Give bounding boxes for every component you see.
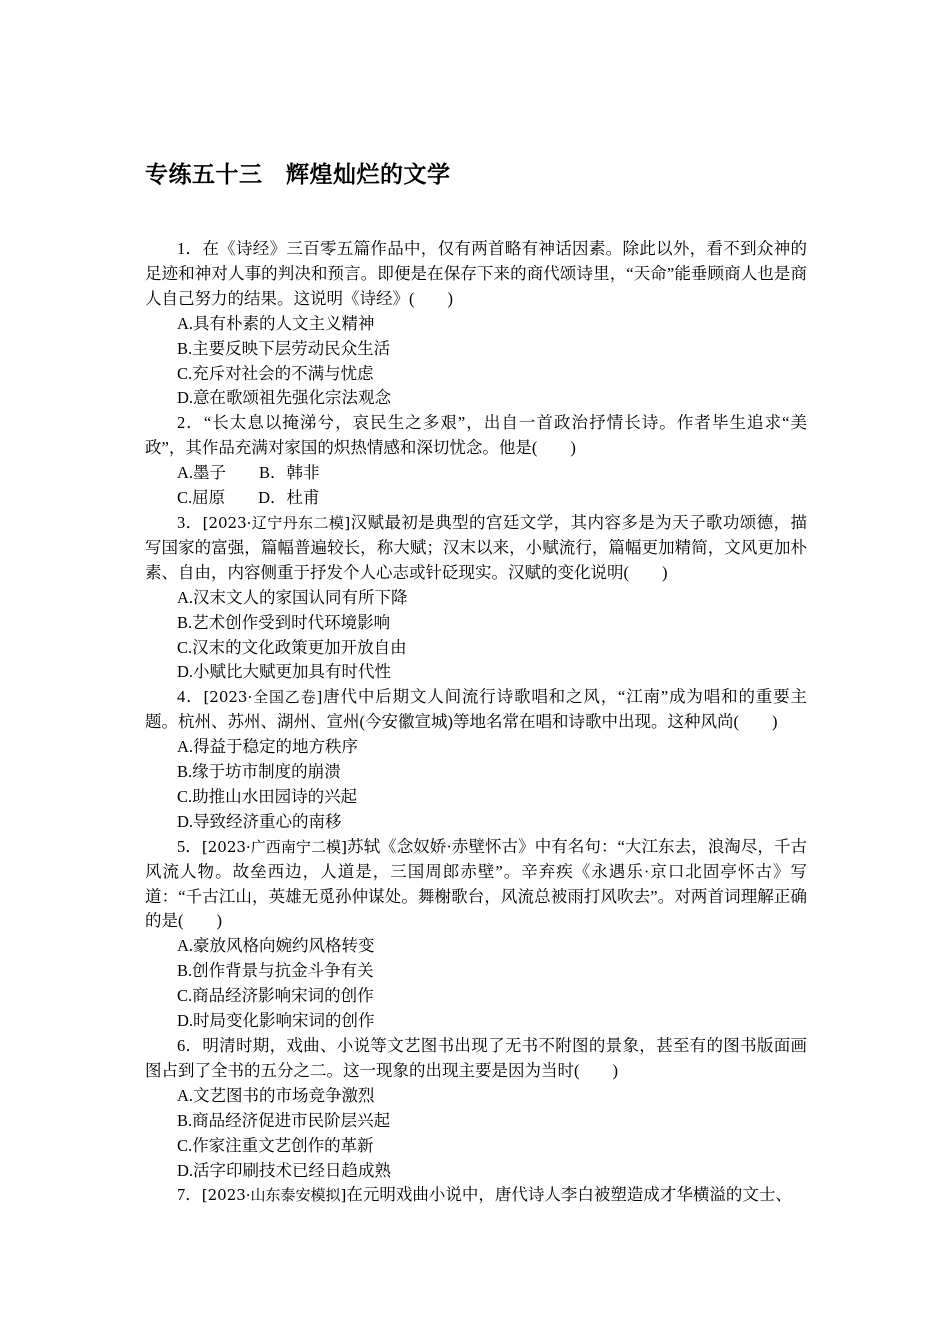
option-d: D.时局变化影响宋词的创作 bbox=[177, 1011, 375, 1031]
option-b: B.缘于坊市制度的崩溃 bbox=[177, 762, 341, 782]
option-a: A.得益于稳定的地方秩序 bbox=[177, 737, 359, 757]
question-text: 在《诗经》三百零五篇作品中，仅有两首略有神话因素。除此以外，看不到众神的足迹和神对人事的判决和预言。即便是在保存下来的商代颂诗里，“天命”能垂顾商人也是商人自己努力的结果。这说明《诗经》( ) bbox=[145, 239, 808, 308]
question-stem bbox=[145, 237, 807, 312]
option-c: C.作家注重文艺创作的革新 bbox=[177, 1135, 374, 1155]
question-number: 6． bbox=[177, 1036, 203, 1055]
option-a: A.具有朴素的人文主义精神 bbox=[177, 313, 375, 333]
option-c: C.充斥对社会的不满与忧虑 bbox=[177, 363, 374, 383]
question-text: 唐代中后期文人间流行诗歌唱和之风，“江南”成为唱和的重要主题。杭州、苏州、湖州、宣州(今安徽宣城)等地名常在唱和诗歌中出现。这种风尚( ) bbox=[145, 687, 807, 732]
question-number: 2． bbox=[177, 413, 204, 433]
option-b: B.主要反映下层劳动民众生活 bbox=[177, 338, 391, 358]
option-row-ab: A.墨子 B．韩非 bbox=[177, 463, 320, 483]
question-stem bbox=[145, 685, 807, 735]
option-d: D.活字印刷技术已经日趋成熟 bbox=[177, 1160, 392, 1180]
question-text: 在元明戏曲小说中，唐代诗人李白被塑造成才华横溢的文士、 bbox=[346, 1185, 792, 1205]
option-d: D.小赋比大赋更加具有时代性 bbox=[177, 662, 392, 682]
question-stem bbox=[145, 411, 807, 461]
question-source: [2023·山东泰安模拟] bbox=[201, 1186, 347, 1205]
option-a: A.豪放风格向婉约风格转变 bbox=[177, 936, 375, 956]
question-number: 5． bbox=[177, 836, 202, 856]
question-number: 3． bbox=[177, 512, 203, 532]
question-source: [2023·辽宁丹东二模] bbox=[202, 513, 351, 532]
question-6 bbox=[145, 1034, 807, 1183]
option-b: B.艺术创作受到时代环境影响 bbox=[177, 612, 391, 632]
option-b: B.创作背景与抗金斗争有关 bbox=[177, 961, 374, 981]
option-row-cd: C.屈原 D．杜甫 bbox=[177, 488, 320, 508]
question-3 bbox=[145, 511, 807, 685]
option-d: D.导致经济重心的南移 bbox=[177, 811, 342, 831]
question-number: 7． bbox=[177, 1185, 202, 1205]
question-stem bbox=[145, 1183, 807, 1208]
question-stem bbox=[145, 511, 807, 586]
question-stem bbox=[145, 835, 807, 935]
option-c: C.助推山水田园诗的兴起 bbox=[177, 786, 358, 806]
page-title: 专练五十三 辉煌灿烂的文学 bbox=[145, 162, 451, 187]
question-source: [2023·广西南宁二模] bbox=[201, 837, 347, 856]
option-c: C.商品经济影响宋词的创作 bbox=[177, 986, 374, 1006]
question-source: [2023·全国乙卷] bbox=[203, 688, 323, 707]
option-a: A.汉末文人的家国认同有所下降 bbox=[177, 587, 408, 607]
option-a: A.文艺图书的市场竞争激烈 bbox=[177, 1085, 375, 1105]
question-text: 苏轼《念奴娇·赤壁怀古》中有名句：“大江东去，浪淘尽，千古风流人物。故垒西边，人道是，三国周郎赤壁”。辛弃疾《永遇乐·京口北固亭怀古》写道：“千古江山，英雄无觅孙仲谋处。舞榭歌台，风流总被雨打风吹去”。对两首词理解正确的是( ) bbox=[145, 836, 808, 931]
question-2 bbox=[145, 411, 807, 511]
option-b: B.商品经济促进市民阶层兴起 bbox=[177, 1110, 391, 1130]
question-text: “长太息以掩涕兮，哀民生之多艰”，出自一首政治抒情长诗。作者毕生追求“美政”，其作品充满对家国的炽热情感和深切忧念。他是( ) bbox=[145, 413, 807, 458]
question-number: 4． bbox=[177, 687, 204, 707]
question-text: 明清时期，戏曲、小说等文艺图书出现了无书不附图的景象，甚至有的图书版面画图占到了全书的五分之二。这一现象的出现主要是因为当时( ) bbox=[145, 1036, 808, 1080]
question-stem bbox=[145, 1034, 807, 1084]
question-7 bbox=[145, 1183, 807, 1208]
question-number: 1． bbox=[177, 239, 203, 258]
option-d: D.意在歌颂祖先强化宗法观念 bbox=[177, 388, 392, 408]
question-text: 汉赋最初是典型的宫廷文学，其内容多是为天子歌功颂德，描写国家的富强，篇幅普遍较长，称大赋；汉末以来，小赋流行，篇幅更加精简，文风更加朴素、自由，内容侧重于抒发个人心志或针砭现实。汉赋的变化说明( ) bbox=[145, 512, 808, 582]
option-c: C.汉末的文化政策更加开放自由 bbox=[177, 637, 407, 657]
question-5 bbox=[145, 835, 807, 1034]
question-4 bbox=[145, 685, 807, 834]
question-1 bbox=[145, 237, 807, 411]
question-list bbox=[145, 237, 807, 1208]
